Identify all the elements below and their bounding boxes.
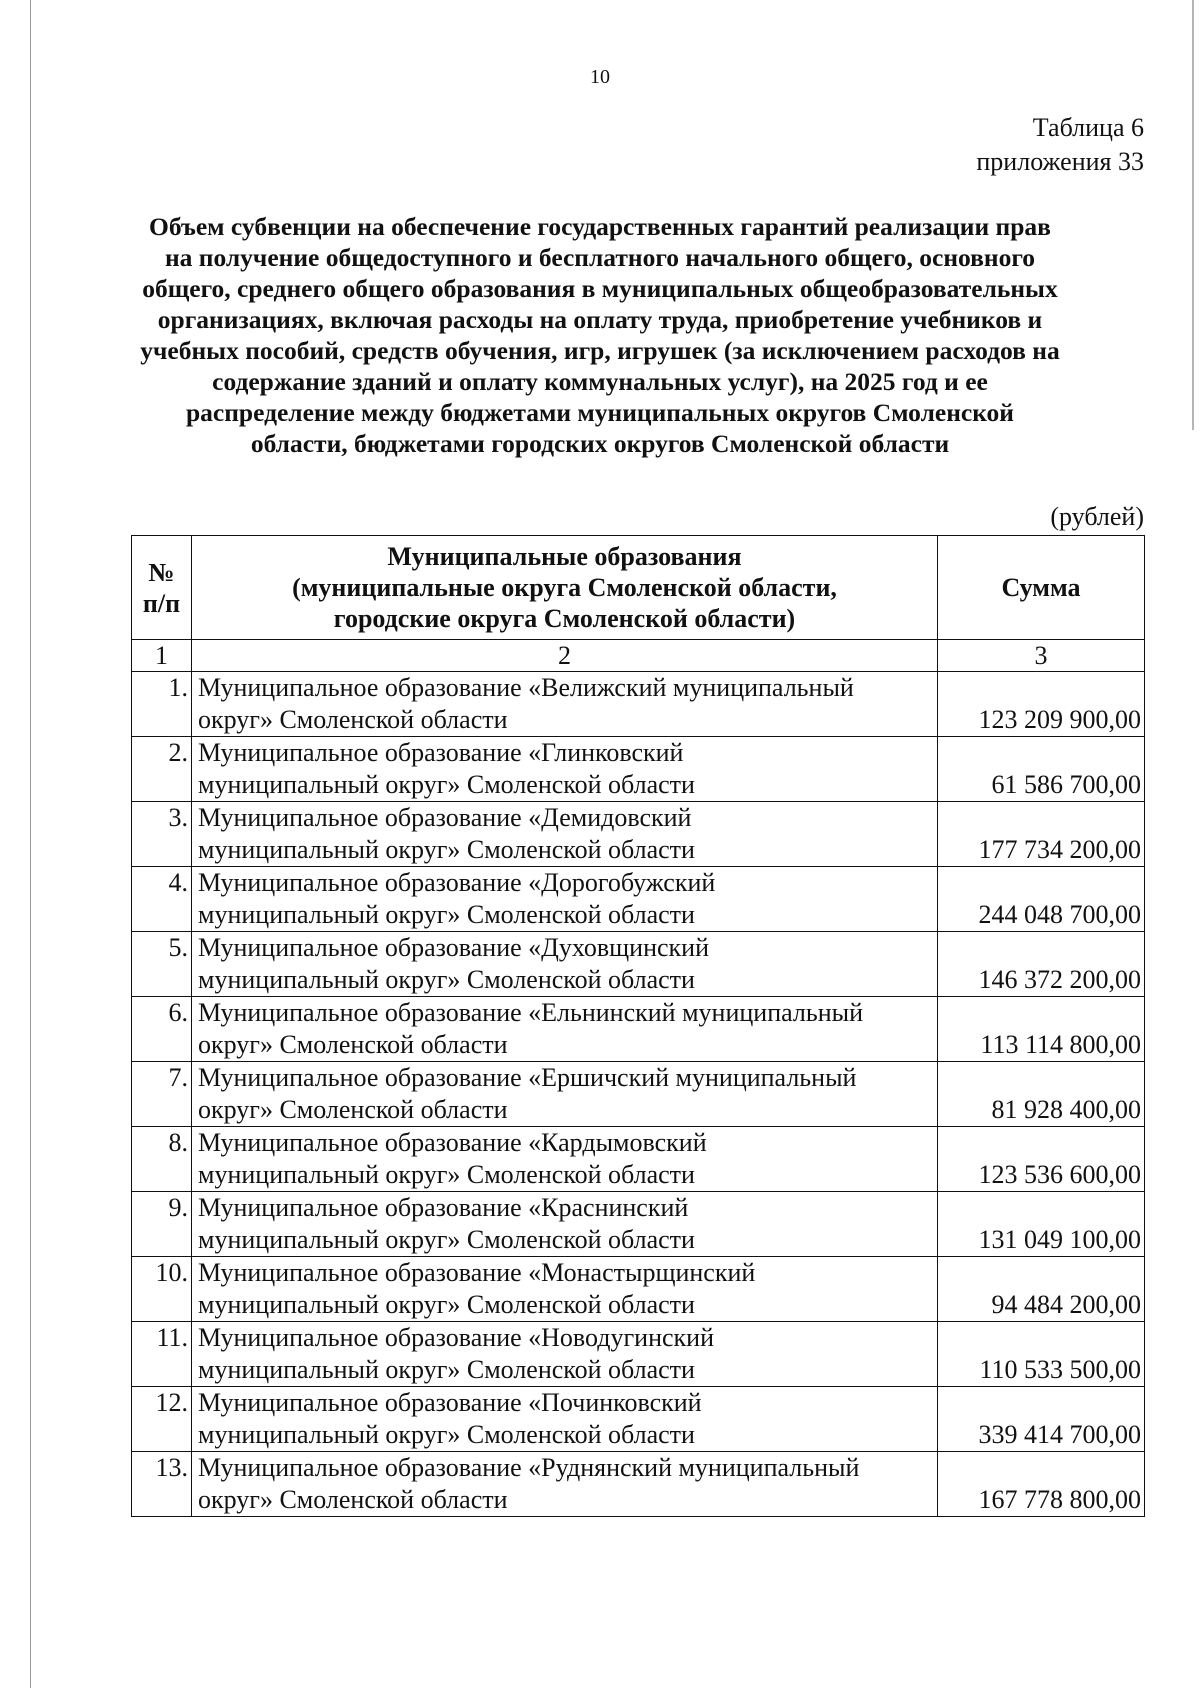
row-number: 2.	[132, 737, 192, 802]
table-row	[132, 1452, 1145, 1517]
municipality-name	[192, 1192, 938, 1257]
municipality-name	[192, 1387, 938, 1452]
subvention-amount: 94 484 200,00	[938, 1257, 1145, 1322]
table-row	[132, 1192, 1145, 1257]
table-reference-line-1: Таблица 6	[1032, 113, 1144, 142]
municipality-name-line: Муниципальное образование «Дорогобужский	[198, 868, 716, 897]
header-number	[132, 536, 192, 640]
municipality-name	[192, 1322, 938, 1387]
header-municipality-line: городские округа Смоленской области)	[333, 604, 796, 633]
municipality-name-line: Муниципальное образование «Кардымовский	[198, 1128, 707, 1157]
municipality-name-line: муниципальный округ» Смоленской области	[198, 965, 695, 994]
table-row	[132, 737, 1145, 802]
municipality-name	[192, 737, 938, 802]
subvention-table	[131, 535, 1145, 1517]
municipality-name-line: округ» Смоленской области	[198, 1030, 508, 1059]
table-row	[132, 1387, 1145, 1452]
row-number: 9.	[132, 1192, 192, 1257]
row-number: 8.	[132, 1127, 192, 1192]
table-row	[132, 1127, 1145, 1192]
table-reference	[976, 111, 1144, 179]
row-number: 10.	[132, 1257, 192, 1322]
scan-edge-right	[1192, 0, 1194, 430]
municipality-name	[192, 1257, 938, 1322]
column-index: 2	[192, 640, 938, 672]
page-number: 10	[590, 66, 610, 88]
table-row	[132, 802, 1145, 867]
subvention-amount: 110 533 500,00	[938, 1322, 1145, 1387]
subvention-amount: 244 048 700,00	[938, 867, 1145, 932]
title-line: учебных пособий, средств обучения, игр, игрушек (за исключением расходов на	[140, 336, 1060, 365]
row-number: 4.	[132, 867, 192, 932]
row-number: 7.	[132, 1062, 192, 1127]
municipality-name-line: округ» Смоленской области	[198, 705, 508, 734]
header-municipality-line: (муниципальные округа Смоленской области,	[292, 573, 837, 602]
document-title	[120, 211, 1080, 459]
municipality-name	[192, 997, 938, 1062]
header-municipality-line: Муниципальные образования	[387, 542, 742, 571]
municipality-name-line: округ» Смоленской области	[198, 1485, 508, 1514]
municipality-name-line: Муниципальное образование «Руднянский муниципальный	[198, 1453, 860, 1482]
municipality-name-line: муниципальный округ» Смоленской области	[198, 1160, 695, 1189]
municipality-name-line: Муниципальное образование «Ершичский муниципальный	[198, 1063, 857, 1092]
table-row	[132, 672, 1145, 737]
title-line: Объем субвенции на обеспечение государственных гарантий реализации прав	[149, 212, 1051, 241]
header-municipality	[192, 536, 938, 640]
header-number-symbol: №	[148, 557, 175, 587]
header-number-abbr: п/п	[142, 588, 181, 618]
title-line: организациях, включая расходы на оплату труда, приобретение учебников и	[157, 305, 1043, 334]
table-row	[132, 867, 1145, 932]
municipality-name-line: муниципальный округ» Смоленской области	[198, 770, 695, 799]
subvention-amount: 167 778 800,00	[938, 1452, 1145, 1517]
municipality-name-line: Муниципальное образование «Демидовский	[198, 803, 692, 832]
table-reference-line-2: приложения 33	[976, 147, 1144, 176]
column-index: 3	[938, 640, 1145, 672]
row-number: 13.	[132, 1452, 192, 1517]
subvention-amount: 123 536 600,00	[938, 1127, 1145, 1192]
municipality-name-line: муниципальный округ» Смоленской области	[198, 1225, 695, 1254]
municipality-name	[192, 932, 938, 997]
table-row	[132, 1322, 1145, 1387]
municipality-name-line: муниципальный округ» Смоленской области	[198, 900, 695, 929]
title-line: содержание зданий и оплату коммунальных услуг), на 2025 год и ее	[212, 367, 988, 396]
municipality-name-line: округ» Смоленской области	[198, 1095, 508, 1124]
subvention-amount: 339 414 700,00	[938, 1387, 1145, 1452]
column-index: 1	[132, 640, 192, 672]
municipality-name	[192, 1127, 938, 1192]
row-number: 6.	[132, 997, 192, 1062]
row-number: 3.	[132, 802, 192, 867]
row-number: 11.	[132, 1322, 192, 1387]
subvention-amount: 113 114 800,00	[938, 997, 1145, 1062]
title-line: общего, среднего общего образования в муниципальных общеобразовательных	[142, 274, 1058, 303]
municipality-name-line: Муниципальное образование «Краснинский	[198, 1193, 689, 1222]
municipality-name-line: муниципальный округ» Смоленской области	[198, 835, 695, 864]
subvention-amount: 146 372 200,00	[938, 932, 1145, 997]
row-number: 1.	[132, 672, 192, 737]
subvention-amount: 61 586 700,00	[938, 737, 1145, 802]
municipality-name-line: муниципальный округ» Смоленской области	[198, 1420, 695, 1449]
table-row	[132, 1062, 1145, 1127]
subvention-amount: 123 209 900,00	[938, 672, 1145, 737]
header-sum: Сумма	[938, 536, 1145, 640]
municipality-name-line: Муниципальное образование «Велижский муниципальный	[198, 673, 854, 702]
municipality-name	[192, 802, 938, 867]
title-line: на получение общедоступного и бесплатного начального общего, основного	[164, 243, 1036, 272]
table-header-row	[132, 536, 1145, 640]
column-index-row	[132, 640, 1145, 672]
title-line: области, бюджетами городских округов Смоленской области	[250, 429, 950, 458]
municipality-name-line: Муниципальное образование «Починковский	[198, 1388, 702, 1417]
municipality-name-line: Муниципальное образование «Монастырщинский	[198, 1258, 756, 1287]
municipality-name-line: Муниципальное образование «Духовщинский	[198, 933, 710, 962]
table-row	[132, 997, 1145, 1062]
subvention-amount: 177 734 200,00	[938, 802, 1145, 867]
municipality-name	[192, 672, 938, 737]
subvention-amount: 131 049 100,00	[938, 1192, 1145, 1257]
municipality-name	[192, 867, 938, 932]
municipality-name-line: муниципальный округ» Смоленской области	[198, 1355, 695, 1384]
municipality-name-line: муниципальный округ» Смоленской области	[198, 1290, 695, 1319]
municipality-name	[192, 1452, 938, 1517]
municipality-name-line: Муниципальное образование «Глинковский	[198, 738, 684, 767]
table-row	[132, 932, 1145, 997]
row-number: 5.	[132, 932, 192, 997]
municipality-name	[192, 1062, 938, 1127]
subvention-amount: 81 928 400,00	[938, 1062, 1145, 1127]
title-line: распределение между бюджетами муниципальных округов Смоленской	[185, 398, 1014, 427]
table-row	[132, 1257, 1145, 1322]
municipality-name-line: Муниципальное образование «Ельнинский муниципальный	[198, 998, 864, 1027]
municipality-name-line: Муниципальное образование «Новодугинский	[198, 1323, 714, 1352]
row-number: 12.	[132, 1387, 192, 1452]
scan-edge-left	[30, 0, 31, 1688]
units-label: (рублей)	[1050, 502, 1144, 531]
